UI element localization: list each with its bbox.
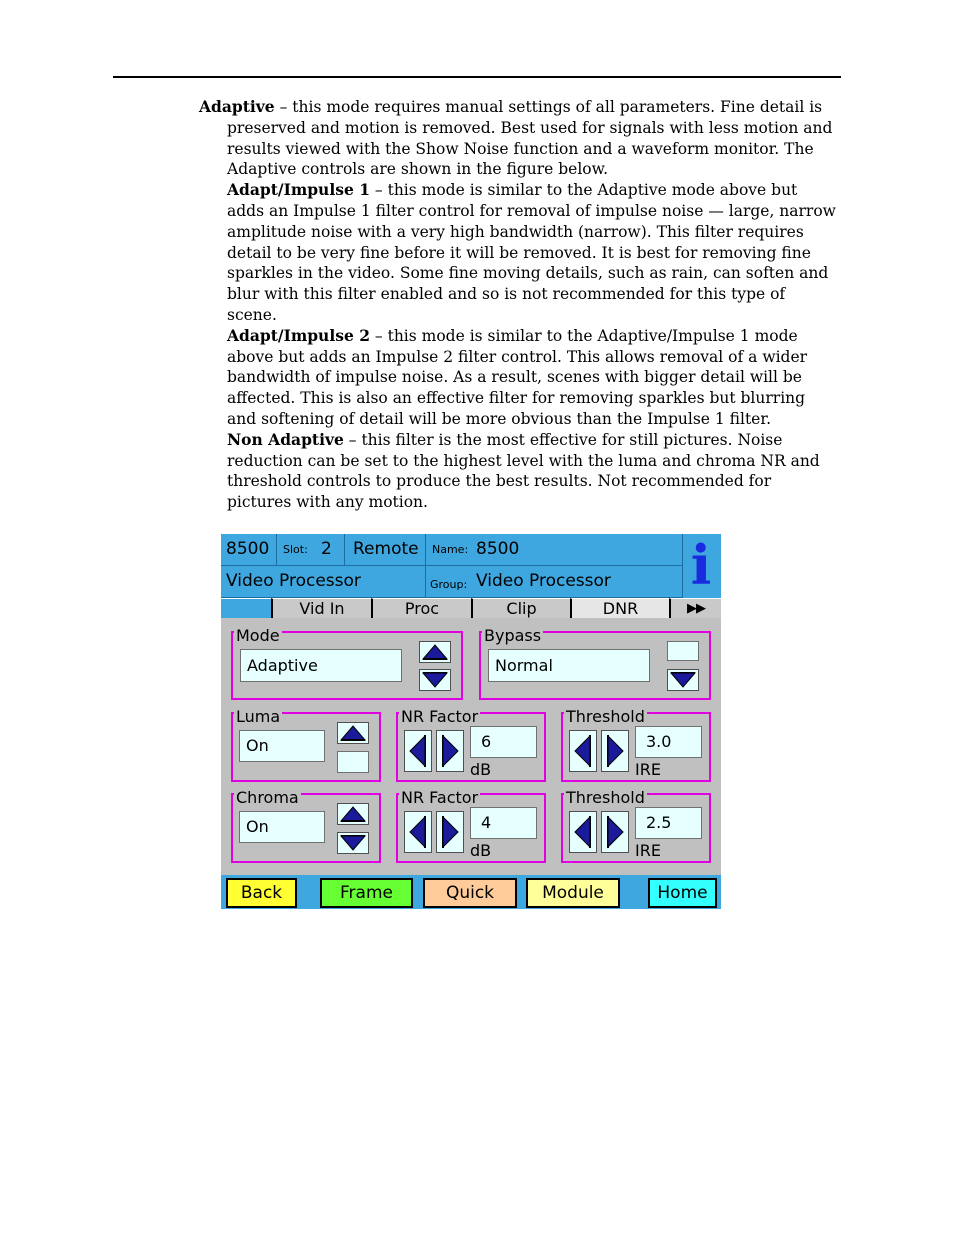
frame-button[interactable]: Frame bbox=[320, 878, 413, 908]
chroma-value: On bbox=[239, 811, 325, 843]
triangle-right-icon bbox=[437, 812, 463, 852]
luma-up-button[interactable] bbox=[337, 722, 369, 744]
name-value: 8500 bbox=[476, 539, 520, 559]
tab-spacer bbox=[221, 598, 271, 618]
paragraph-impulse-2 bbox=[199, 326, 839, 430]
tab-bar bbox=[221, 598, 721, 618]
chroma-down-button[interactable] bbox=[337, 832, 369, 854]
term-non-adaptive: Non Adaptive bbox=[227, 429, 344, 449]
triangle-down-icon bbox=[668, 670, 698, 690]
group-cell bbox=[426, 566, 683, 598]
chroma-threshold-value: 2.5 bbox=[635, 807, 702, 839]
term-adaptive: Adaptive bbox=[199, 97, 275, 116]
dnr-control-panel bbox=[221, 534, 721, 909]
chroma-nr-right-button[interactable] bbox=[436, 811, 464, 853]
triangle-right-icon bbox=[602, 731, 628, 771]
luma-nr-factor-label: NR Factor bbox=[401, 707, 479, 726]
slot-value: 2 bbox=[321, 539, 332, 559]
chroma-nr-factor-label: NR Factor bbox=[401, 788, 479, 807]
chroma-group bbox=[231, 788, 381, 863]
model-number: 8500 bbox=[226, 539, 270, 559]
triangle-left-icon bbox=[570, 812, 596, 852]
paragraph-impulse-1 bbox=[199, 180, 839, 326]
luma-threshold-group bbox=[561, 707, 711, 782]
module-title: Video Processor bbox=[226, 571, 361, 591]
triangle-up-icon bbox=[338, 804, 368, 824]
quick-button[interactable]: Quick bbox=[423, 878, 517, 908]
chroma-nr-left-button[interactable] bbox=[404, 811, 432, 853]
name-label: Name: bbox=[432, 543, 469, 556]
triangle-up-icon bbox=[338, 723, 368, 743]
tab-clip[interactable]: Clip bbox=[471, 598, 570, 618]
chroma-threshold-left-button[interactable] bbox=[569, 811, 597, 853]
paragraph-non-adaptive bbox=[199, 430, 839, 513]
bypass-label: Bypass bbox=[484, 626, 542, 645]
chroma-threshold-unit: IRE bbox=[635, 841, 661, 860]
chroma-threshold-label: Threshold bbox=[566, 788, 645, 807]
footer-bar bbox=[221, 875, 721, 909]
triangle-down-icon bbox=[420, 670, 450, 690]
triangle-left-icon bbox=[405, 731, 431, 771]
info-icon[interactable]: i bbox=[690, 534, 712, 597]
triangle-right-icon bbox=[602, 812, 628, 852]
chroma-nr-unit: dB bbox=[470, 841, 492, 860]
triangle-left-icon bbox=[405, 812, 431, 852]
tab-proc[interactable]: Proc bbox=[371, 598, 471, 618]
bypass-value: Normal bbox=[488, 649, 650, 682]
remote-label: Remote bbox=[353, 539, 419, 559]
triangle-up-icon bbox=[420, 642, 450, 662]
luma-nr-value: 6 bbox=[470, 726, 537, 758]
term-impulse-1: Adapt/Impulse 1 bbox=[227, 180, 370, 200]
chroma-up-button[interactable] bbox=[337, 803, 369, 825]
luma-threshold-left-button[interactable] bbox=[569, 730, 597, 772]
group-label: Group: bbox=[430, 578, 468, 591]
group-value: Video Processor bbox=[476, 571, 611, 591]
text-adaptive: – this mode requires manual settings of all parameters. Fine detail is preserved and motion is removed. Best used for signals with less motion and results viewed with the Show Noise function and a waveform monitor. The Adaptive controls are shown in the figure below. bbox=[227, 98, 833, 179]
luma-nr-factor-group bbox=[396, 707, 546, 782]
header-rule bbox=[113, 76, 841, 78]
bypass-down-button[interactable] bbox=[667, 669, 699, 691]
slot-label: Slot: bbox=[283, 543, 308, 556]
module-button[interactable]: Module bbox=[526, 878, 620, 908]
luma-threshold-value: 3.0 bbox=[635, 726, 702, 758]
bypass-group bbox=[479, 626, 711, 700]
triangle-right-icon bbox=[437, 731, 463, 771]
luma-down-placeholder bbox=[337, 751, 369, 773]
luma-threshold-unit: IRE bbox=[635, 760, 661, 779]
text-non-adaptive: – this filter is the most effective for still pictures. Noise reduction can be set to the highest level with the luma and chroma NR and threshold controls to produce the best results. Not recommended for pictures with any motion. bbox=[227, 430, 820, 512]
back-button[interactable]: Back bbox=[226, 878, 297, 908]
text-impulse-2: – this mode is similar to the Adaptive/Impulse 1 mode above but adds an Impulse 2 filter control. This allows removal of a wider bandwidth of impulse noise. As a result, scenes with bigger detail will be affected. This is also an effective filter for removing sparkles but blurring and softening of detail will be more obvious than the Impulse 1 filter. bbox=[227, 326, 808, 428]
chroma-nr-value: 4 bbox=[470, 807, 537, 839]
triangle-left-icon bbox=[570, 731, 596, 771]
luma-threshold-label: Threshold bbox=[566, 707, 645, 726]
title-cell bbox=[221, 566, 426, 598]
luma-nr-left-button[interactable] bbox=[404, 730, 432, 772]
luma-label: Luma bbox=[236, 707, 281, 726]
name-cell bbox=[426, 534, 683, 566]
bypass-up-placeholder bbox=[667, 641, 699, 661]
mode-group bbox=[231, 626, 463, 700]
luma-nr-right-button[interactable] bbox=[436, 730, 464, 772]
chroma-threshold-group bbox=[561, 788, 711, 863]
chroma-label: Chroma bbox=[236, 788, 299, 807]
paragraph-adaptive bbox=[199, 97, 839, 180]
model-cell bbox=[221, 534, 277, 566]
remote-cell[interactable] bbox=[345, 534, 426, 566]
tab-more-arrows[interactable]: ▶▶ bbox=[669, 598, 721, 618]
chroma-threshold-right-button[interactable] bbox=[601, 811, 629, 853]
luma-group bbox=[231, 707, 381, 782]
slot-cell bbox=[277, 534, 345, 566]
mode-down-button[interactable] bbox=[419, 669, 451, 691]
document-body bbox=[199, 97, 839, 513]
home-button[interactable]: Home bbox=[648, 878, 717, 908]
text-impulse-1: – this mode is similar to the Adaptive mode above but adds an Impulse 1 filter control for removal of impulse noise — large, narrow amplitude noise with a very high bandwidth (narrow). This filter requires detail to be very fine before it will be removed. It is best for removing fine sparkles in the video. Some fine moving details, such as rain, can soften and blur with this filter enabled and so is not recommended for this type of scene. bbox=[227, 181, 836, 324]
luma-threshold-right-button[interactable] bbox=[601, 730, 629, 772]
triangle-down-icon bbox=[338, 833, 368, 853]
mode-label: Mode bbox=[236, 626, 280, 645]
tab-dnr[interactable]: DNR bbox=[570, 598, 669, 618]
chroma-nr-factor-group bbox=[396, 788, 546, 863]
panel-header bbox=[221, 534, 721, 598]
mode-up-button[interactable] bbox=[419, 641, 451, 663]
luma-value: On bbox=[239, 730, 325, 762]
luma-nr-unit: dB bbox=[470, 760, 492, 779]
term-impulse-2: Adapt/Impulse 2 bbox=[227, 325, 370, 345]
mode-value: Adaptive bbox=[240, 649, 402, 682]
tab-vid-in[interactable]: Vid In bbox=[271, 598, 371, 618]
